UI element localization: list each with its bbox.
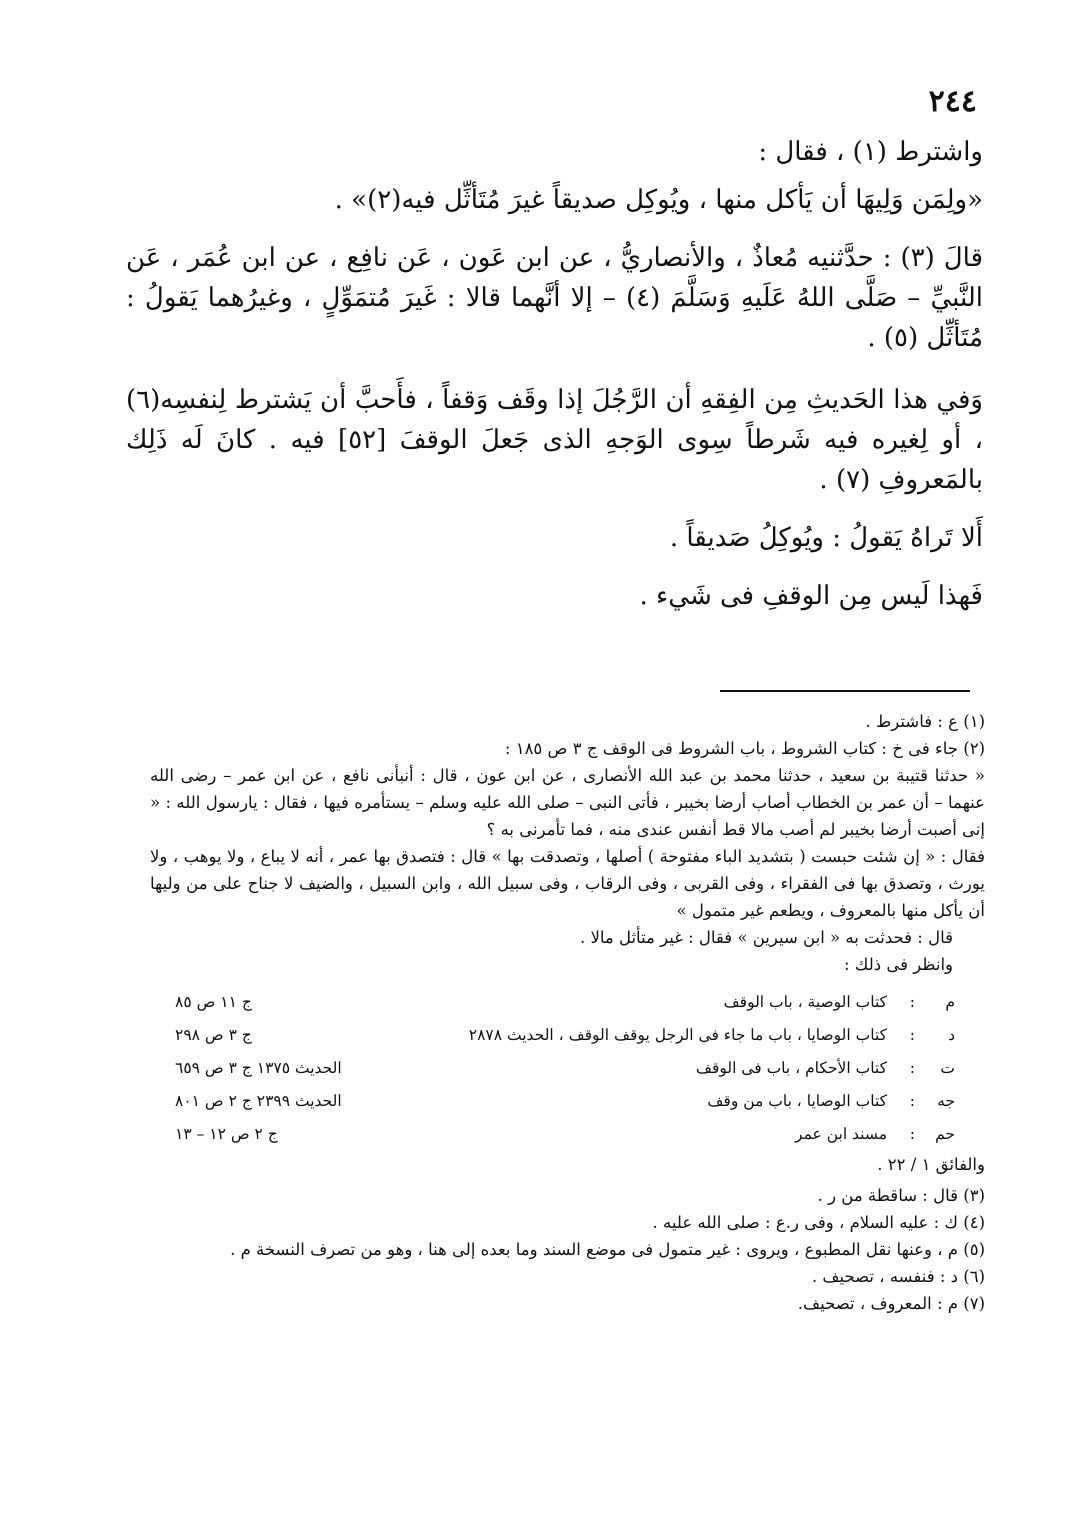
footnote-6: (٦) د : فنفسه ، تصحيف . (811, 1267, 985, 1286)
reference-code: حم (935, 1125, 955, 1143)
reference-separator: : (909, 993, 915, 1011)
main-paragraph: واشترط (١) ، فقال : (758, 137, 983, 167)
main-paragraph: «ولِمَن وَلِيهَا أن يَأكل منها ، ويُوكِل صديقاً غيرَ مُتَأثِّل فيه(٢)» . (334, 185, 983, 215)
reference-book: كتاب الوصية ، باب الوقف (723, 993, 887, 1011)
main-paragraph: فَهذا لَيس مِن الوقفِ فى شَيء . (639, 581, 983, 611)
reference-code: م (945, 993, 955, 1011)
reference-separator: : (909, 1092, 915, 1110)
reference-separator: : (909, 1026, 915, 1044)
reference-book: كتاب الأحكام ، باب فى الوقف (695, 1059, 887, 1077)
footnote-2-quote: « حدثنا قتيبة بن سعيد ، حدثنا محمد بن عبد الله الأنصارى ، عن ابن عون ، قال : أنبأنى نافع ، عن ابن عمر – رضى الله عنهما – أن عمر بن الخطاب أصاب أرضا بخيبر ، فأتى النبى – صلى الله عليه وسلم – يستأمره فيها ، فقال : يارسول الله : « إنى أصبت أرضا بخيبر لم أصب مالا قط أنفس عندى منه ، فما تأمرنى به ؟ (150, 766, 985, 839)
footnote-2-line: وانظر فى ذلك : (844, 955, 953, 974)
footnote-4: (٤) ك : عليه السلام ، وفى ر.ع : صلى الله عليه . (652, 1213, 985, 1232)
reference-location: ج ١١ ص ٨٥ (175, 993, 252, 1011)
reference-code: ت (940, 1059, 955, 1077)
footnote-3: (٣) قال : ساقطة من ر . (817, 1186, 985, 1205)
reference-book: مسند ابن عمر (795, 1125, 887, 1143)
reference-separator: : (909, 1059, 915, 1077)
footnote-2-line: والفائق ١ / ٢٢ . (877, 1155, 985, 1174)
footnote-2-line: قال : فحدثت به « ابن سيرين » فقال : غير متأثل مالا . (579, 928, 953, 947)
reference-row (175, 986, 955, 1019)
reference-location: الحديث ١٣٧٥ ج ٣ ص ٦٥٩ (175, 1059, 342, 1077)
reference-code: د (948, 1026, 955, 1044)
reference-location: ج ٢ ص ١٢ – ١٣ (175, 1125, 278, 1143)
footnote-divider (720, 690, 970, 692)
main-paragraph: قالَ (٣) : حدَّثنيه مُعاذٌ ، والأنصاريُّ ، عن ابن عَون ، عَن نافِع ، عن ابن عُمَر ، عَن النَّبيِّ – صَلَّى اللهُ عَلَيهِ وَسَلَّمَ (٤) – إلا أنَّهما قالا : غَيرَ مُتمَوِّلٍ ، وغيرُهما يَقولُ : مُتَأثِّل (٥) . (126, 243, 984, 353)
reference-code: جه (937, 1092, 955, 1110)
reference-row (175, 1019, 955, 1052)
footnote-5: (٥) م ، وعنها نقل المطبوع ، ويروى : غير متمول فى موضع السند وما بعده إلى هنا ، وهو من تصرف النسخة م . (230, 1240, 985, 1259)
page-number: ٢٤٤ (928, 84, 977, 119)
reference-location: ج ٣ ص ٢٩٨ (175, 1026, 252, 1044)
footnote-2-heading: (٢) جاء فى خ : كتاب الشروط ، باب الشروط فى الوقف ج ٣ ص ١٨٥ : (504, 739, 985, 758)
reference-row (175, 1085, 955, 1118)
reference-separator: : (909, 1125, 915, 1143)
main-paragraph: أَلا تَراهُ يَقولُ : ويُوكِلُ صَديقاً . (669, 523, 983, 553)
footnote-7: (٧) م : المعروف ، تصحيف. (797, 1294, 985, 1313)
footnotes (150, 708, 985, 1317)
main-paragraph: وَفي هذا الحَديثِ مِن الفِقهِ أن الرَّجُلَ إذا وقَف وَقفاً ، فأَحبَّ أن يَشترط لِنفسِه(٦) ، أو لِغيره فيه شَرطاً سِوى الوَجهِ الذى جَعلَ الوقفَ [٥٢] فيه . كانَ لَه ذَلِك بالمَعروفِ (٧) . (126, 385, 983, 495)
reference-row (175, 1052, 955, 1085)
footnote-2-quote: فقال : « إن شئت حبست ( بتشديد الباء مفتوحة ) أصلها ، وتصدقت بها » قال : فتصدق بها عمر ، أنه لا يباع ، ولا يوهب ، ولا يورث ، وتصدق بها فى الفقراء ، وفى القربى ، وفى الرقاب ، وفى سبيل الله ، وابن السبيل ، والضيف لا جناح على من وليها أن يأكل منها بالمعروف ، ويطعم غير متمول » (150, 847, 985, 920)
reference-book: كتاب الوصايا ، باب من وقف (707, 1092, 887, 1110)
main-text (126, 132, 983, 616)
reference-location: الحديث ٢٣٩٩ ج ٢ ص ٨٠١ (175, 1092, 342, 1110)
references-table (175, 986, 955, 1151)
footnote-1: (١) ع : فاشترط . (865, 712, 985, 731)
reference-row (175, 1118, 955, 1151)
reference-book: كتاب الوصايا ، باب ما جاء فى الرجل يوقف الوقف ، الحديث ٢٨٧٨ (468, 1026, 887, 1044)
